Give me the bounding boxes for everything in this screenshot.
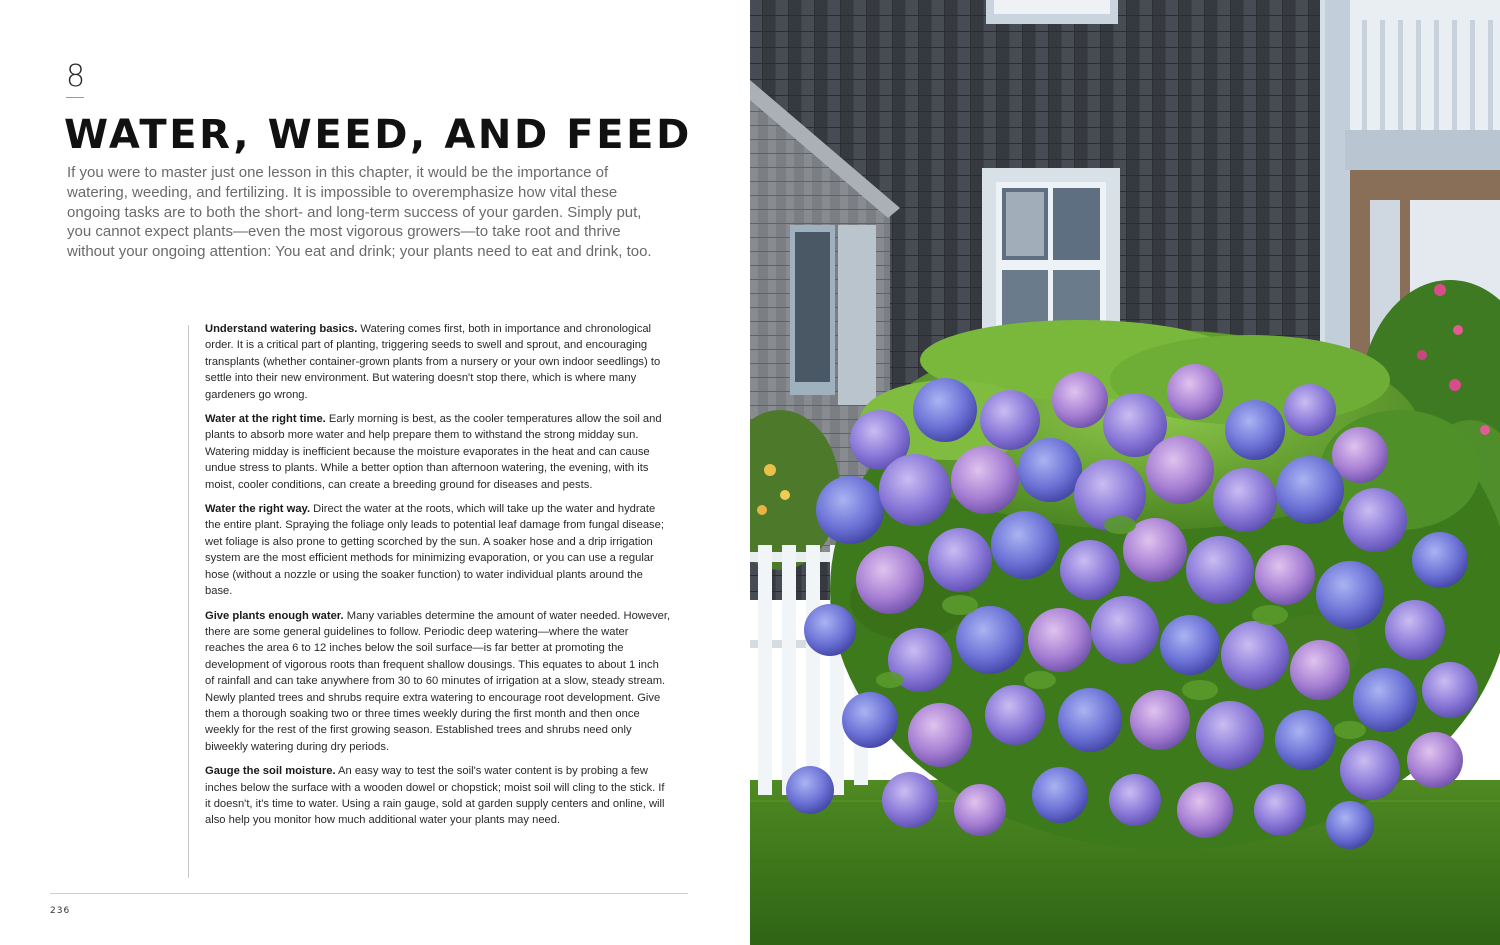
section-text: Direct the water at the roots, which will take up the water and hydrate the entire plant. Spraying the foliage only leads to potential leaf damage from fungal disease; wet foliage is also prone to getting scorched by the sun. A soaker hose and a drip irrigation system are the most efficient methods for minimizing evaporation, or you can use a regular hose (without a nozzle or using the soaker function) to water individual plants around the base. bbox=[205, 503, 664, 598]
section-heading: Water the right way. bbox=[205, 503, 311, 516]
intro-paragraph: If you were to master just one lesson in this chapter, it would be the importance of watering, weeding, and fertilizing. It is impossible to overemphasize how vital these ongoing tasks are to both the short- and long-term success of your garden. Simply put, you cannot expect plants—even the most vigorous growers—to take root and thrive without your ongoing attention: You eat and drink; your plants need to eat and drink, too. bbox=[67, 164, 652, 261]
body-text bbox=[205, 321, 671, 837]
section-paragraph bbox=[205, 411, 671, 493]
section-paragraph bbox=[205, 321, 671, 403]
hydrangea-photo bbox=[750, 0, 1500, 945]
page-number: 236 bbox=[50, 906, 71, 916]
hydrangea-illustration bbox=[750, 0, 1500, 945]
section-paragraph bbox=[205, 608, 671, 756]
footer-rule bbox=[50, 893, 688, 894]
section-heading: Water at the right time. bbox=[205, 413, 326, 426]
body-column-rule bbox=[188, 325, 189, 878]
section-text: Early morning is best, as the cooler temperatures allow the soil and plants to absorb more water and help prepare them to withstand the strong midday sun. Watering midday is inefficient because the moisture evaporates in the heat and can cause undue stress to plants. While a better option than afternoon watering, the evening, with its moist, cooler conditions, can create a breeding ground for diseases and pests. bbox=[205, 413, 662, 491]
section-heading: Understand watering basics. bbox=[205, 323, 358, 335]
chapter-title: WATER, WEED, AND FEED bbox=[64, 112, 692, 158]
section-heading: Give plants enough water. bbox=[205, 609, 344, 622]
section-text: Many variables determine the amount of water needed. However, there are some general guidelines to follow. Periodic deep watering—where the water reaches the area 6 to 12 inches below the soil surface—is far better at promoting the development of vigorous roots than frequent shallow dousings. This equates to about 1 inch of rainfall and can take anywhere from 30 to 60 minutes of irrigation at a slow, steady stream. Newly planted trees and shrubs require extra watering to encourage root development. Give them a thorough soaking two or three times weekly during the first month and then once weekly for the rest of the first growing season. Established trees and shrubs need only biweekly watering during dry periods. bbox=[205, 609, 671, 753]
chapter-number-rule bbox=[66, 97, 84, 98]
chapter-number: 8 bbox=[66, 59, 86, 94]
section-text: Watering comes first, both in importance and chronological order. It is a critical part of planting, triggering seeds to swell and sprout, and encouraging transplants (whether container-grown plants from a nursery or your own indoor seedlings) to settle into their new environment. But watering doesn't stop there, which is where many gardeners go wrong. bbox=[205, 323, 661, 401]
section-text: An easy way to test the soil's water content is by probing a few inches below the surface with a wooden dowel or chopstick; moist soil will cling to the stick. If it doesn't, it's time to water. Using a rain gauge, sold at garden supply centers and online, will also help you monitor how much additional water your plants may need. bbox=[205, 765, 665, 827]
section-paragraph bbox=[205, 763, 671, 829]
section-heading: Gauge the soil moisture. bbox=[205, 765, 336, 778]
section-paragraph bbox=[205, 501, 671, 599]
